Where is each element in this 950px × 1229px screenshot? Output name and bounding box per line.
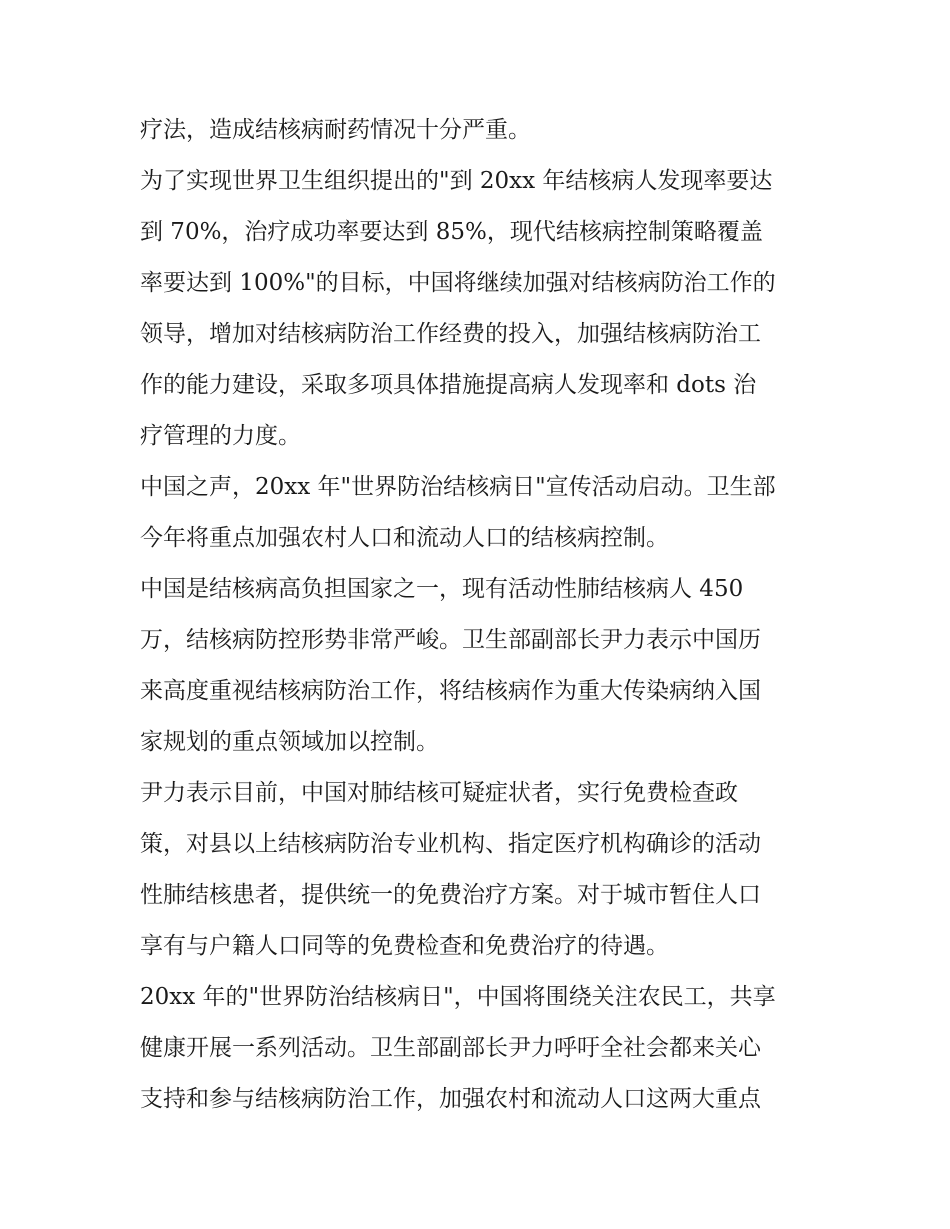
text-line: 为了实现世界卫生组织提出的"到 20xx 年结核病人发现率要达 — [140, 168, 773, 194]
text-line: 来高度重视结核病防治工作，将结核病作为重大传染病纳入国 — [140, 678, 761, 704]
document-body — [140, 105, 820, 1125]
text-line: 中国之声，20xx 年"世界防治结核病日"宣传活动启动。卫生部 — [140, 474, 776, 500]
text-line: 享有与户籍人口同等的免费检查和免费治疗的待遇。 — [140, 933, 669, 959]
text-line: 到 70%，治疗成功率要达到 85%，现代结核病控制策略覆盖 — [140, 219, 763, 245]
text-line: 健康开展一系列活动。卫生部副部长尹力呼吁全社会都来关心 — [140, 1035, 761, 1061]
text-line: 性肺结核患者，提供统一的免费治疗方案。对于城市暂住人口 — [140, 882, 761, 908]
text-line: 尹力表示目前，中国对肺结核可疑症状者，实行免费检查政 — [140, 780, 738, 806]
text-line: 今年将重点加强农村人口和流动人口的结核病控制。 — [140, 525, 669, 551]
text-line: 家规划的重点领域加以控制。 — [140, 729, 439, 755]
text-line: 20xx 年的"世界防治结核病日"，中国将围绕关注农民工，共享 — [140, 984, 776, 1010]
text-line: 疗管理的力度。 — [140, 423, 301, 449]
text-line: 作的能力建设，采取多项具体措施提高病人发现率和 dots 治 — [140, 372, 757, 398]
text-line: 领导，增加对结核病防治工作经费的投入，加强结核病防治工 — [140, 321, 761, 347]
text-line: 支持和参与结核病防治工作，加强农村和流动人口这两大重点 — [140, 1086, 761, 1112]
text-line: 率要达到 100%"的目标，中国将继续加强对结核病防治工作的 — [140, 270, 776, 296]
text-line: 万，结核病防控形势非常严峻。卫生部副部长尹力表示中国历 — [140, 627, 761, 653]
text-line: 策，对县以上结核病防治专业机构、指定医疗机构确诊的活动 — [140, 831, 761, 857]
text-line: 中国是结核病高负担国家之一，现有活动性肺结核病人 450 — [140, 576, 744, 602]
text-line: 疗法，造成结核病耐药情况十分严重。 — [140, 117, 531, 143]
